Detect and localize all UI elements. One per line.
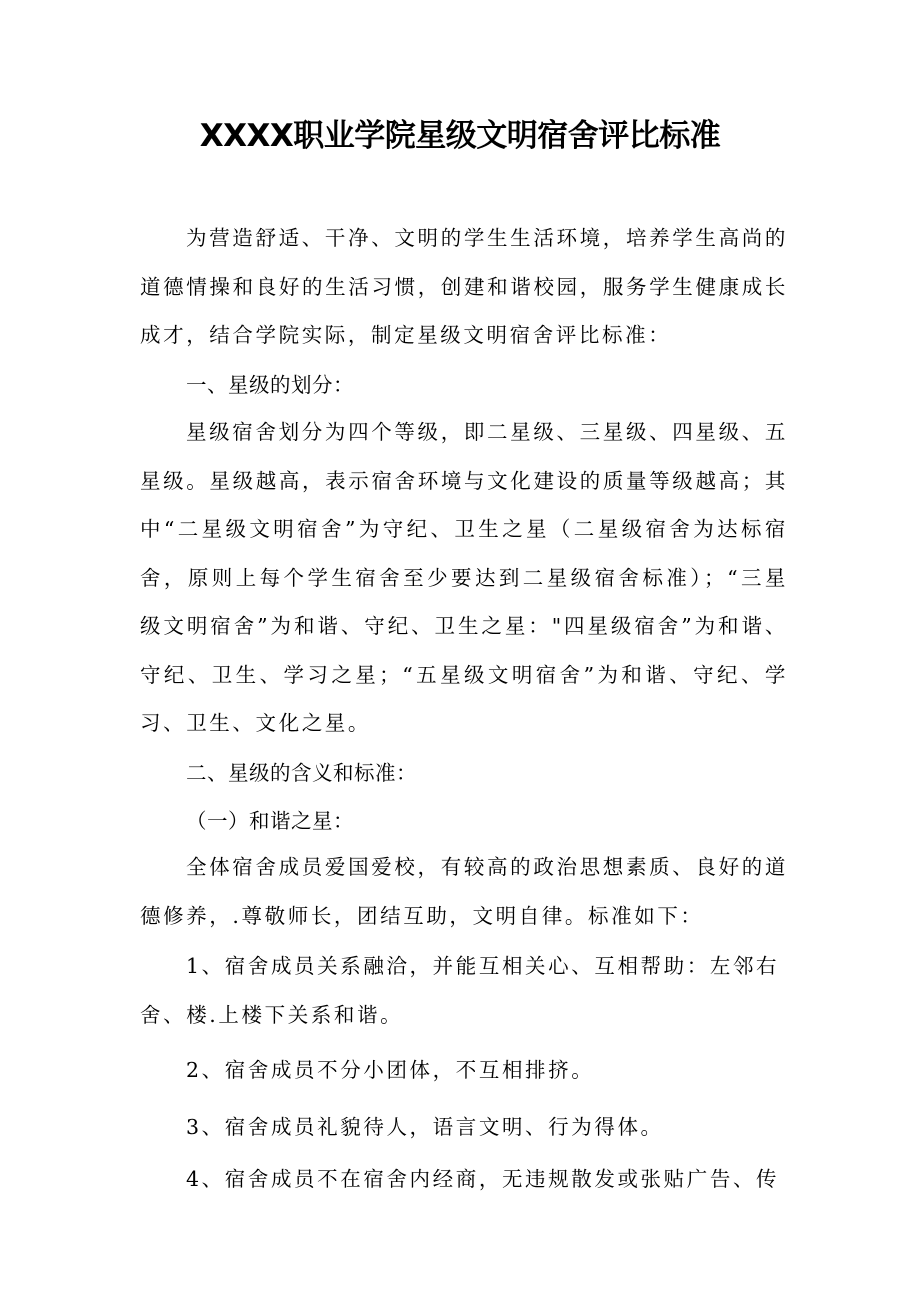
- list-item: 3、宿舍成员礼貌待人，语言文明、行为得体。: [186, 1115, 664, 1139]
- list-item: 4、宿舍成员不在宿舍内经商，无违规散发或张贴广告、传: [186, 1167, 780, 1191]
- list-item: 2、宿舍成员不分小团体，不互相排挤。: [186, 1058, 595, 1082]
- harmony-star-paragraph: 全体宿舍成员爱国爱校，有较高的政治思想素质、良好的道德修养，.尊敬师长，团结互助，文明自律。标准如下：: [140, 855, 788, 928]
- section-heading-star-levels: 一、星级的划分：: [186, 373, 354, 397]
- star-levels-paragraph: 星级宿舍划分为四个等级，即二星级、三星级、四星级、五星级。星级越高，表示宿舍环境与文化建设的质量等级越高；其中“二星级文明宿舍”为守纪、卫生之星（二星级宿舍为达标宿舍，原则上每个学生宿舍至少要达到二星级宿舍标准）；“三星级文明宿舍”为和谐、守纪、卫生之星："四星级宿舍”为和谐、守纪、卫生、学习之星；“五星级文明宿舍”为和谐、守纪、学习、卫生、文化之星。: [140, 420, 788, 735]
- document-title: XXXX职业学院星级文明宿舍评比标准: [199, 118, 721, 154]
- list-item: 1、宿舍成员关系融洽，并能互相关心、互相帮助：左邻右舍、楼.上楼下关系和谐。: [140, 954, 780, 1027]
- intro-paragraph: 为营造舒适、干净、文明的学生生活环境，培养学生高尚的道德情操和良好的生活习惯，创建和谐校园，服务学生健康成长成才，结合学院实际，制定星级文明宿舍评比标准：: [140, 226, 788, 347]
- section-heading-meaning-standards: 二、星级的含义和标准：: [186, 761, 417, 785]
- subsection-heading-harmony-star: （一）和谐之星：: [186, 809, 354, 833]
